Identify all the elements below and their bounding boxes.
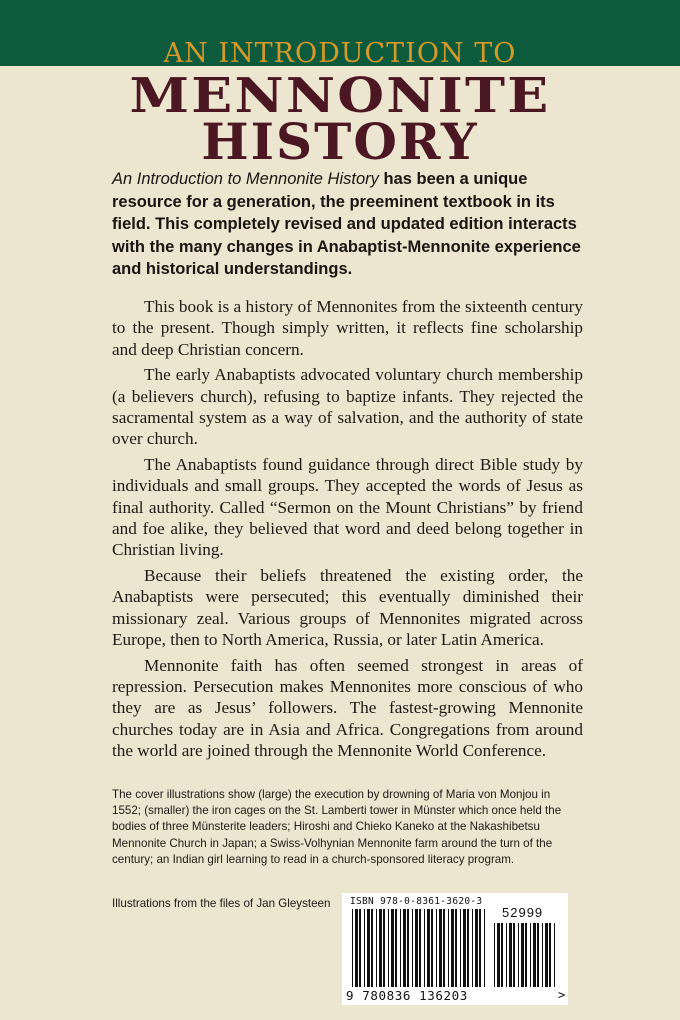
barcode-bar bbox=[513, 923, 515, 987]
barcode-bar bbox=[506, 923, 507, 987]
barcode-bar bbox=[400, 909, 401, 987]
barcode-bar bbox=[419, 909, 421, 987]
barcode-bar bbox=[537, 923, 539, 987]
barcode-bar bbox=[521, 923, 524, 987]
title-kicker: AN INTRODUCTION TO bbox=[163, 38, 517, 69]
barcode-bar bbox=[525, 923, 527, 987]
title-line-mennonite: MENNONITE bbox=[129, 68, 551, 124]
barcode-bar bbox=[549, 923, 551, 987]
barcode-bar bbox=[395, 909, 397, 987]
barcode-bar bbox=[530, 923, 531, 987]
title-line-history: HISTORY bbox=[201, 112, 479, 171]
barcode-bar bbox=[484, 909, 485, 987]
barcode-bar bbox=[424, 909, 425, 987]
barcode-bar bbox=[431, 909, 433, 987]
barcode-bar bbox=[407, 909, 409, 987]
barcode-bar bbox=[379, 909, 382, 987]
barcode-bar bbox=[463, 909, 466, 987]
barcode-bar bbox=[403, 909, 406, 987]
barcode-bar bbox=[415, 909, 418, 987]
description-body bbox=[112, 296, 583, 766]
barcode-bar bbox=[443, 909, 445, 987]
ean-bars bbox=[352, 909, 485, 987]
barcode-bar bbox=[533, 923, 536, 987]
addon-bars bbox=[494, 923, 555, 987]
barcode-bar bbox=[371, 909, 373, 987]
barcode-bar bbox=[542, 923, 543, 987]
barcode-bar bbox=[475, 909, 478, 987]
barcode-bar bbox=[376, 909, 377, 987]
paragraph: Because their beliefs threatened the existing order, the Anabaptists were persecuted; this eventually diminished their missionary zeal. Various groups of Mennonites migrated across Europe, then to North America, Russia, or later Latin America. bbox=[112, 565, 583, 650]
barcode-bar bbox=[455, 909, 457, 987]
blurb-book-title: An Introduction to Mennonite History bbox=[112, 170, 379, 188]
barcode-bar bbox=[427, 909, 430, 987]
illustration-credit: Illustrations from the files of Jan Gleysteen bbox=[112, 897, 331, 910]
isbn-barcode-block bbox=[342, 893, 568, 1005]
cover-illustration-caption: The cover illustrations show (large) the execution by drowning of Maria von Monjou in 1552; (smaller) the iron cages on the St. Lamberti tower in Münster which once held the bodies of three Münsterite leaders; Hiroshi and Chieko Kaneko at the Nakashibetsu Mennonite Church in Japan; a Swiss-Volhynian Mennonite farm around the turn of the century; an Indian girl learning to read in a church-sponsored literacy program. bbox=[112, 788, 562, 866]
barcode-bar bbox=[494, 923, 495, 987]
paragraph: Mennonite faith has often seemed strongest in areas of repression. Persecution makes Mennonites more conscious of who they are as Jesus’ followers. The fastest-growing Mennonite churches today are in Asia and Africa. Congregations from around the world are joined through the Mennonite World Conference. bbox=[112, 655, 583, 761]
barcode-bar bbox=[509, 923, 512, 987]
barcode-bar bbox=[545, 923, 548, 987]
blurb-text: has been a unique resource for a generation, the preeminent textbook in its field. This completely revised and updated edition interacts with the many changes in Anabaptist-Mennonite experience and historical understandings. bbox=[112, 170, 581, 278]
barcode-bar bbox=[355, 909, 358, 987]
barcode-bar bbox=[518, 923, 519, 987]
barcode-digits: 9 780836 136203 bbox=[346, 988, 468, 1003]
barcode-arrow: > bbox=[558, 988, 566, 1002]
barcode-bar bbox=[359, 909, 361, 987]
paragraph: This book is a history of Mennonites from the sixteenth century to the present. Though simply written, it reflects fine scholarship and deep Christian concern. bbox=[112, 297, 583, 359]
barcode-bar bbox=[383, 909, 385, 987]
barcode-bar bbox=[501, 923, 503, 987]
barcode-bar bbox=[448, 909, 449, 987]
paragraph: The Anabaptists found guidance through direct Bible study by individuals and small groups. They accepted the words of Jesus as final authority. Called “Sermon on the Mount Christians” by friend and foe alike, they believed that word and deed belong together in Christian living. bbox=[112, 454, 583, 560]
barcode-bar bbox=[460, 909, 461, 987]
barcode-bar bbox=[388, 909, 389, 987]
barcode-bar bbox=[364, 909, 365, 987]
barcode-bar bbox=[391, 909, 394, 987]
barcode-bar bbox=[436, 909, 437, 987]
barcode-bar bbox=[497, 923, 500, 987]
barcode-bar bbox=[554, 923, 555, 987]
barcode-bar bbox=[352, 909, 353, 987]
barcode-bar bbox=[479, 909, 481, 987]
paragraph: The early Anabaptists advocated voluntary church membership (a believers church), refusing to baptize infants. They rejected the sacramental system as a way of salvation, and the authority of state over church. bbox=[112, 365, 583, 449]
price-code: 52999 bbox=[502, 905, 544, 920]
blurb bbox=[112, 168, 582, 281]
barcode-bar bbox=[412, 909, 413, 987]
barcode-bar bbox=[439, 909, 442, 987]
barcode-bar bbox=[451, 909, 454, 987]
barcode-bar bbox=[472, 909, 473, 987]
barcode-bar bbox=[367, 909, 370, 987]
isbn-label: ISBN 978-0-8361-3620-3 bbox=[350, 896, 483, 907]
barcode-bar bbox=[467, 909, 469, 987]
